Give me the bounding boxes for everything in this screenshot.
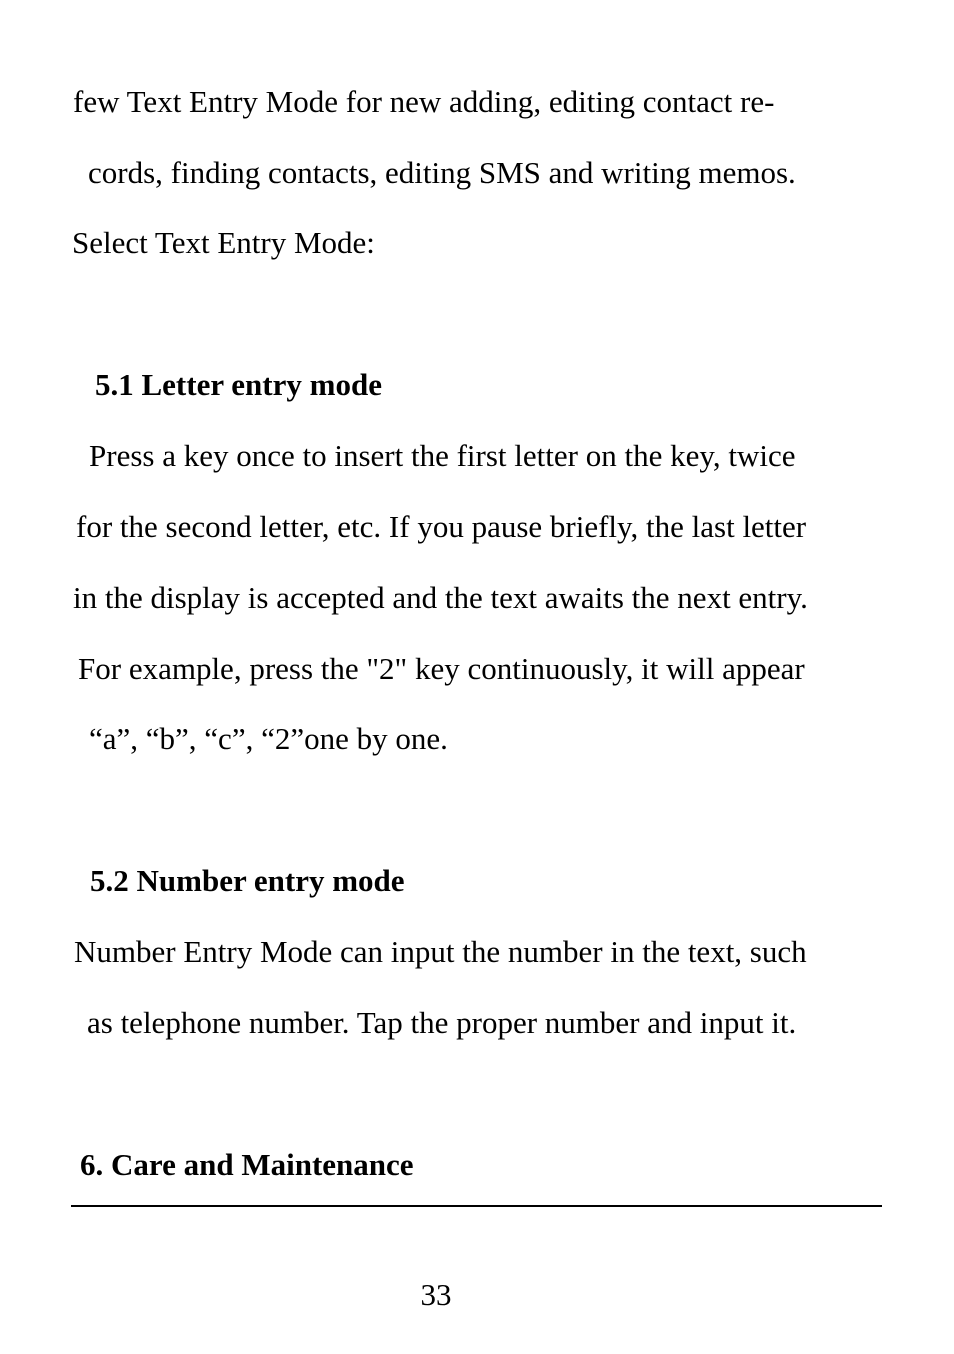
footer-divider: [71, 1205, 882, 1207]
section-6-heading: 6. Care and Maintenance: [80, 1147, 414, 1182]
section-5-1-line-1: Press a key once to insert the first letter on the key, twice: [89, 438, 796, 473]
page-number: 33: [420, 1277, 452, 1312]
intro-line-1: few Text Entry Mode for new add​ing, editing contact re-: [73, 84, 775, 119]
section-5-1-line-2: for the second letter, etc. If you pause briefly, the last letter: [76, 509, 807, 544]
section-5-1-line-3: in the display is accepted and the text awaits the next entry.: [73, 580, 808, 615]
section-5-2-line-2: as telephone number. Tap the proper number and input it.: [87, 1005, 797, 1040]
section-5-1-line-5: “a”, “b”, “c”, “2”one by one.: [89, 721, 448, 756]
section-5-2-heading: 5.2 Number entry mode: [90, 863, 405, 898]
section-5-1-heading: 5.1 Letter entry mode: [95, 367, 382, 402]
section-5-2-line-1: Number Entry Mode can input the number in the text, such: [74, 934, 807, 969]
section-5-1-line-4: For example, press the "2" key continuously, it will appear: [78, 651, 805, 686]
intro-line-2: cords, finding contacts, editing SMS and writing memos.: [88, 155, 796, 190]
intro-line-3: Select Text Entry Mode:: [72, 225, 375, 260]
